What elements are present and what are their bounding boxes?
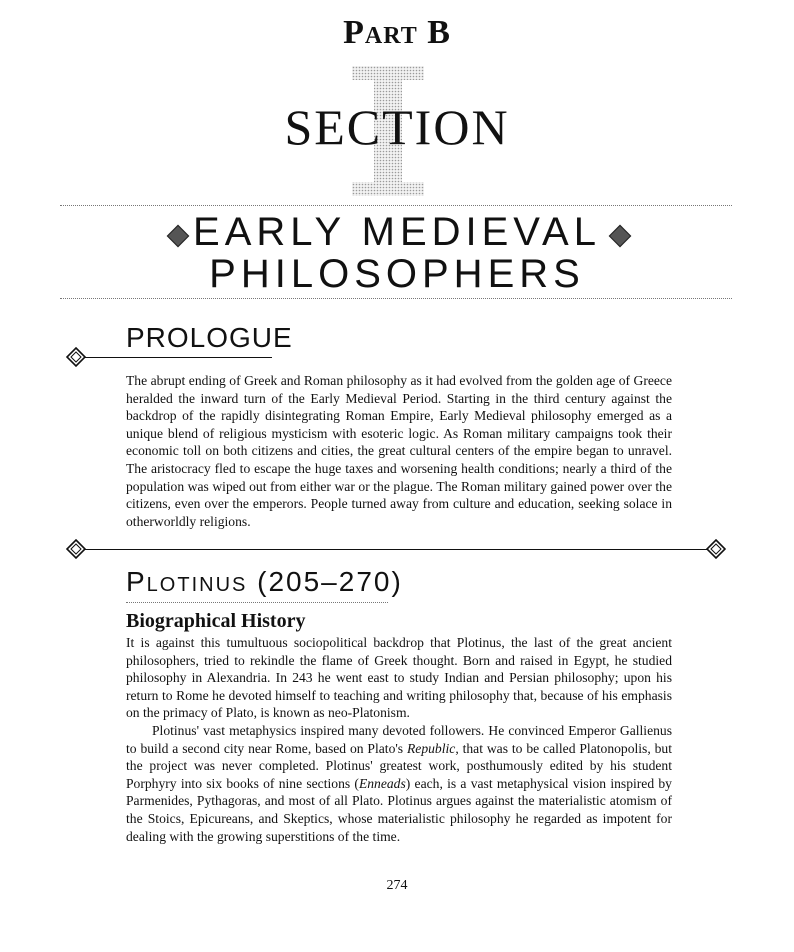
republic-title: Republic <box>406 740 456 756</box>
plotinus-paragraph-1: It is against this tumultuous sociopolitical backdrop that Plotinus, the last of the great ancient philosophers, tried to rekindle the flame of Greek thought. Born and raised in Egypt, he studied philosophy in Alexandria. In 243 he went east to study Indian and Persian philosophy; upon his return to Rome he devoted himself to teaching and writing philosophy that, because of his emphasis on the primacy of Plato, is known as neo-Platonism. <box>126 635 672 721</box>
part-label: Part B <box>343 14 451 51</box>
open-diamond-icon <box>66 347 86 367</box>
title-divider <box>60 298 732 299</box>
section-title-line-2: PHILOSOPHERS <box>209 252 585 296</box>
open-diamond-icon <box>706 539 726 559</box>
page-number: 274 <box>386 878 408 893</box>
prologue-heading: PROLOGUE <box>126 322 293 353</box>
plotinus-underline <box>126 602 388 603</box>
para2-part-a: Plotinus' vast metaphysics inspired many devoted followers. He convinced Emperor Gallienus to build a second city near Rome, based on Plato's <box>126 722 672 756</box>
prologue-bottom-rule <box>84 549 710 550</box>
plotinus-heading: Plotinus (205–270) <box>126 566 403 597</box>
enneads-title: Enneads <box>358 775 406 791</box>
plotinus-paragraph-2 <box>126 722 672 845</box>
para2-part-c: ) each, is a vast metaphysical vision inspired by Parmenides, Pythagoras, and most of all Plato. Plotinus argues against the materialistic atomism of the Stoics, Epicureans, and Skeptics, whose materialistic philosophy he regarded as impotent for dealing with the growing superstitions of the time. <box>126 775 672 844</box>
plotinus-text <box>126 634 672 845</box>
prologue-underline <box>84 357 272 358</box>
section-title-line-1: EARLY MEDIEVAL <box>193 210 601 254</box>
section-word: SECTION <box>284 99 510 155</box>
prologue-paragraph: The abrupt ending of Greek and Roman philosophy as it had evolved from the golden age of Greece heralded the inward turn of the Early Medieval Period. Starting in the third century against the backdrop of the rapidly disintegrating Roman Empire, Early Medieval philosophy emerged as a unique blend of religious mysticism with esoteric logic. As Roman military campaigns took their economic toll on both citizens and cities, the great cultural centers of the empire began to unravel. The aristocracy fled to escape the huge taxes and worsening health conditions; nearly a third of the population was wiped out from either war or the plague. The Roman military gained power over the citizens, even over the emperors. People turned away from culture and education, seeking solace in otherworldly religions. <box>126 373 672 529</box>
open-diamond-icon <box>66 539 86 559</box>
biographical-history-heading: Biographical History <box>126 610 306 632</box>
prologue-text <box>126 372 672 530</box>
para2-part-b: , that was to be called Platonopolis, but the project was never completed. Plotinus' greatest work, posthumously edited by his student Porphyry into six books of nine sections ( <box>126 740 673 791</box>
top-divider <box>60 205 732 206</box>
